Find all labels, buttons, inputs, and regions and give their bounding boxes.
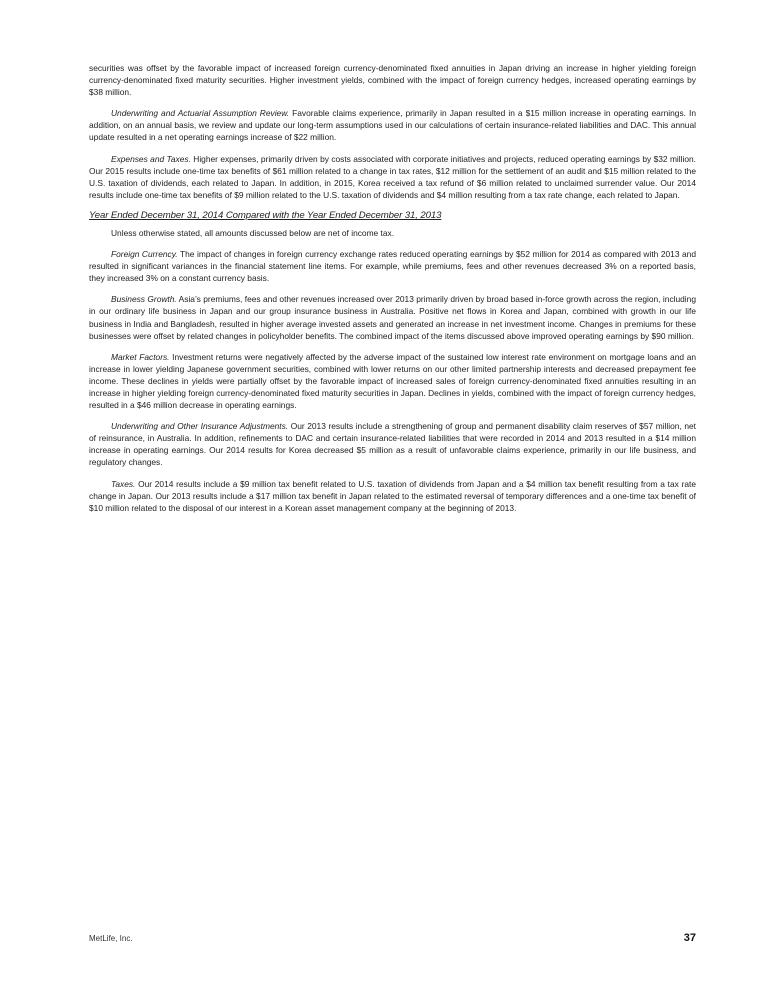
page-number: 37 (683, 932, 696, 944)
paragraph-text: Investment returns were negatively affected by the adverse impact of the sustained low interest rate environment on mortgage loans and an increase in lower yielding Japanese government securities, combined with lower returns on our other limited partnership interests and decreased prepayment fee income. These declines in yields were partially offset by the favorable impact of increased sales of foreign currency-denominated fixed annuities resulting in an increase in higher yielding foreign currency-denominated fixed maturity securities in Japan. Declines in yields, combined with the impact of foreign currency hedges, resulted in a $46 million decrease in operating earnings. (89, 351, 697, 411)
paragraph-text: Favorable claims experience, primarily in Japan resulted in a $15 million increase in operating earnings. In addition, on an annual basis, we review and update our long-term assumptions used in our calculations of certain insurance-related liabilities and DAC. This annual update resulted in a net operating earnings increase of $22 million. (89, 108, 696, 143)
paragraph-lead: Underwriting and Other Insurance Adjustments. (111, 421, 289, 432)
paragraph-lead: Taxes. (111, 478, 136, 489)
paragraph-lead: Foreign Currency. (111, 249, 178, 260)
paragraph-text: Our 2013 results include a strengthening of group and permanent disability claim reserves of $57 million, net of reinsurance, in Australia. In addition, refinements to DAC and certain insurance-related liabilities that were recorded in 2014 and 2013 resulted in a $14 million increase in operating earnings. Our 2014 results for Korea decreased $5 million as a result of unfavorable claims experience, primarily in our life business, and regulatory changes. (89, 421, 696, 468)
footer-company: MetLife, Inc. (89, 934, 133, 943)
document-body (89, 62, 696, 523)
paragraph-text: Our 2014 results include a $9 million tax benefit related to U.S. taxation of dividends from Japan and a $4 million tax benefit resulting from a tax rate change in Japan. Our 2013 results include a $17 million tax benefit in Japan related to the estimated reversal of temporary differences and a one-time tax benefit of $10 million related to the disposal of our interest in a Korean asset management company at the beginning of 2013. (89, 478, 696, 513)
paragraph-text: Asia’s premiums, fees and other revenues increased over 2013 primarily driven by broad based in-force growth across the region, including in our ordinary life business in Japan and our group insurance business in Australia. Positive net flows in Korea and Japan, combined with growth in our life business in India and Bangladesh, resulted in higher average invested assets and generated an increase in net investment income. Changes in premiums for these businesses were offset by related changes in policyholder benefits. The combined impact of the items discussed above improved operating earnings by $90 million. (89, 294, 696, 341)
paragraph-taxes (89, 478, 696, 514)
paragraph-lead: Market Factors. (111, 351, 170, 362)
paragraph-text: Higher expenses, primarily driven by costs associated with corporate initiatives and projects, reduced operating earnings by $32 million. Our 2015 results include one-time tax benefits of $61 million related to a change in tax rates, $12 million for the settlement of an audit and $15 million related to the U.S. taxation of dividends, each related to Japan. In addition, in 2015, Korea received a tax refund of $6 million related to unclaimed surrender value. Our 2014 results include one-time tax benefits of $9 million related to the U.S. taxation of dividends and $4 million resulting from a tax rate change, each related to Japan. (89, 153, 696, 200)
paragraph-expenses-taxes (89, 153, 696, 201)
paragraph-underwriting-review (89, 107, 696, 143)
paragraph-underwriting-adjustments (89, 420, 696, 468)
paragraph-text: The impact of changes in foreign currency exchange rates reduced operating earnings by $52 million for 2014 as compared with 2013 and resulted in significant variances in the financial statement line items. For example, while premiums, fees and other revenues decreased 3% on a reported basis, they increased 3% on a constant currency basis. (89, 249, 696, 284)
paragraph-text: securities was offset by the favorable impact of increased foreign currency-denominated fixed annuities in Japan driving an increase in higher yielding foreign currency-denominated fixed maturity securities. Higher investment yields, combined with the impact of foreign currency hedges, increased operating earnings by $38 million. (89, 63, 696, 98)
paragraph-foreign-currency (89, 248, 696, 284)
paragraph-lead: Business Growth. (111, 294, 177, 305)
paragraph-market-factors (89, 351, 696, 411)
paragraph-net-of-tax (89, 227, 696, 239)
section-heading: Year Ended December 31, 2014 Compared with the Year Ended December 31, 2013 (89, 209, 442, 221)
paragraph-lead: Underwriting and Actuarial Assumption Review. (111, 108, 290, 119)
paragraph-text: Unless otherwise stated, all amounts discussed below are net of income tax. (111, 227, 395, 238)
paragraph-lead: Expenses and Taxes. (111, 153, 191, 164)
paragraph-investment-yields (89, 62, 696, 98)
paragraph-business-growth (89, 293, 696, 341)
